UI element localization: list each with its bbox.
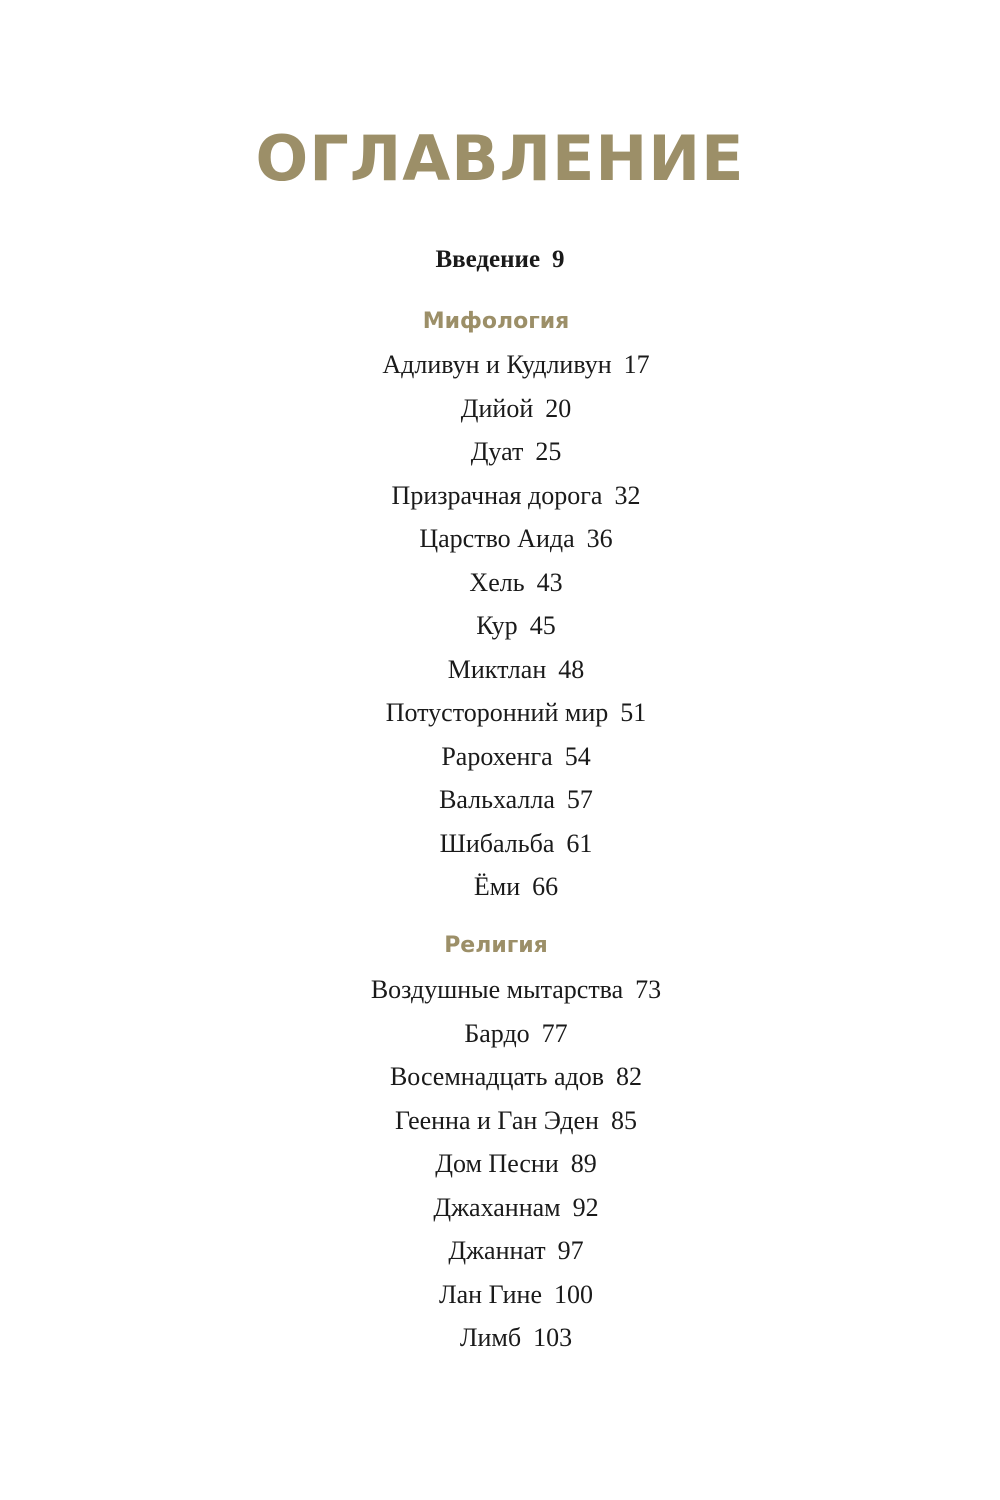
toc-entry: [16, 1186, 1000, 1230]
toc-entry-label: Потусторонний мир: [385, 698, 609, 727]
toc-entry-page: 77: [541, 1018, 568, 1048]
toc-entry: [16, 561, 1000, 605]
toc-entry-page: 20: [545, 393, 572, 423]
toc-entry-label: Введение: [435, 246, 541, 273]
section-heading-religion: Религия: [444, 933, 548, 958]
toc-list-religion: [16, 968, 1000, 1360]
toc-entry-label: Миктлан: [447, 654, 547, 684]
toc-entry: [16, 430, 1000, 474]
toc-entry-page: 92: [572, 1192, 599, 1222]
toc-entry: [16, 778, 1000, 822]
section-heading-mythology: Мифология: [422, 309, 570, 334]
toc-entry-page: 61: [566, 828, 593, 858]
toc-entry-label: Призрачная дорога: [391, 480, 603, 510]
page-title: ОГЛАВЛЕНИЕ: [255, 122, 745, 195]
toc-entry-page: 57: [566, 785, 593, 814]
toc-entry: [16, 1273, 1000, 1317]
toc-entry-page: 100: [554, 1279, 593, 1309]
toc-intro-entry: [0, 244, 1000, 276]
toc-entry-page: 82: [616, 1062, 643, 1091]
toc-entry-label: Лан Гине: [439, 1279, 542, 1309]
toc-entry-label: Царство Аида: [419, 524, 575, 553]
toc-entry-label: Воздушные мытарства: [370, 975, 624, 1004]
toc-entry: [16, 1229, 1000, 1273]
toc-list-mythology: [16, 343, 1000, 909]
toc-entry: [16, 822, 1000, 866]
toc-entry-label: Дуат: [470, 437, 524, 466]
toc-entry: [16, 517, 1000, 561]
toc-entry-label: Дом Песни: [435, 1149, 559, 1178]
toc-entry: [16, 1316, 1000, 1360]
toc-entry-page: 54: [564, 741, 591, 771]
toc-entry-page: 66: [532, 872, 559, 901]
toc-entry-page: 97: [557, 1236, 584, 1265]
toc-entry: [16, 865, 1000, 909]
toc-entry-label: Геенна и Ган Эден: [395, 1105, 599, 1135]
toc-entry-page: 17: [623, 350, 650, 379]
toc-entry: [16, 474, 1000, 518]
toc-entry-label: Адливун и Кудливун: [382, 350, 612, 379]
toc-entry-page: 9: [552, 246, 565, 273]
toc-entry-label: Джаннат: [448, 1236, 546, 1265]
toc-entry-page: 48: [558, 654, 585, 684]
toc-entry-page: 25: [535, 437, 562, 466]
toc-entry: [16, 387, 1000, 431]
toc-entry-page: 89: [570, 1149, 597, 1178]
toc-entry-label: Ёми: [473, 872, 521, 901]
toc-entry: [16, 1012, 1000, 1056]
toc-entry: [16, 735, 1000, 779]
toc-entry: [16, 691, 1000, 735]
toc-entry: [16, 648, 1000, 692]
toc-entry-page: 32: [614, 480, 641, 510]
toc-entry: [16, 1099, 1000, 1143]
toc-entry-label: Дийой: [460, 393, 534, 423]
toc-entry-page: 103: [533, 1323, 573, 1352]
toc-entry-label: Бардо: [464, 1018, 530, 1048]
toc-entry-label: Рарохенга: [441, 741, 553, 771]
toc-entry-label: Лимб: [459, 1323, 522, 1352]
toc-entry-label: Вальхалла: [439, 785, 555, 814]
toc-entry-label: Джаханнам: [433, 1192, 561, 1222]
toc-entry-page: 85: [610, 1105, 637, 1135]
toc-entry-page: 43: [536, 567, 563, 597]
toc-entry-page: 73: [635, 975, 662, 1004]
toc-entry-label: Кур: [476, 611, 518, 640]
toc-entry: [16, 1142, 1000, 1186]
toc-entry: [16, 604, 1000, 648]
toc-entry: [16, 1055, 1000, 1099]
toc-entry: [16, 343, 1000, 387]
toc-entry-label: Восемнадцать адов: [389, 1062, 605, 1091]
toc-entry-label: Шибальба: [439, 828, 555, 858]
toc-entry-label: Хель: [469, 567, 525, 597]
toc-entry-page: 45: [529, 611, 556, 640]
toc-entry-page: 36: [586, 524, 613, 553]
toc-entry-page: 51: [620, 698, 647, 727]
toc-entry: [16, 968, 1000, 1012]
